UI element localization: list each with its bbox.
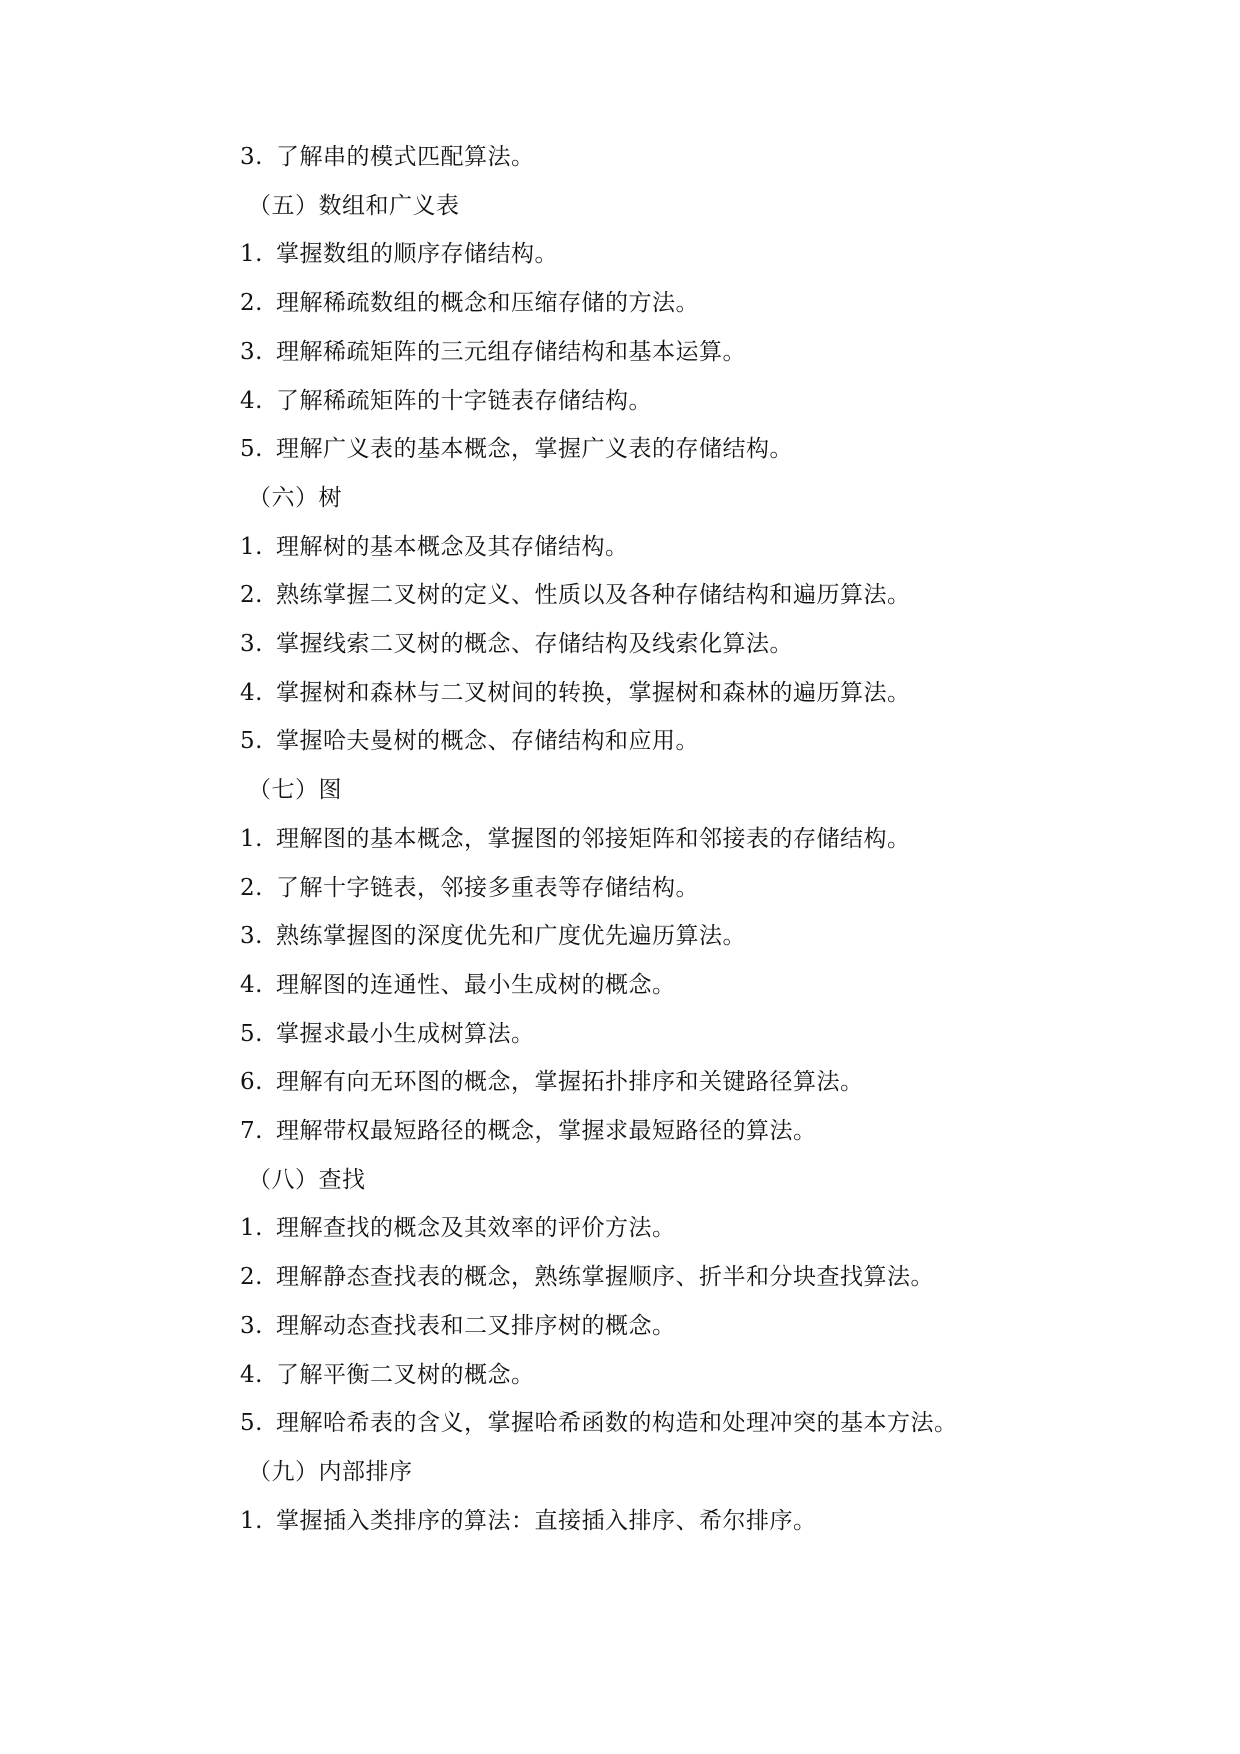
list-item-number: 1. — [240, 1215, 263, 1241]
list-item-number: 7. — [240, 1118, 263, 1144]
list-item-text: 掌握树和森林与二叉树间的转换，掌握树和森林的遍历算法。 — [276, 680, 911, 706]
list-item — [240, 726, 699, 756]
list-item-text: 理解树的基本概念及其存储结构。 — [276, 534, 629, 560]
list-item-number: 4. — [240, 1362, 263, 1388]
list-item — [240, 970, 676, 1000]
list-item-number: 2. — [240, 1264, 263, 1290]
list-item-text: 理解带权最短路径的概念，掌握求最短路径的算法。 — [276, 1118, 817, 1144]
list-item-text: 理解图的基本概念，掌握图的邻接矩阵和邻接表的存储结构。 — [276, 826, 911, 852]
list-item-number: 3. — [240, 923, 263, 949]
list-item — [240, 1213, 676, 1243]
section-heading: （九）内部排序 — [248, 1459, 413, 1485]
list-item — [240, 1408, 958, 1438]
list-item-number: 5. — [240, 728, 263, 754]
list-item — [240, 532, 629, 562]
list-item — [240, 873, 699, 903]
list-item-text: 熟练掌握二叉树的定义、性质以及各种存储结构和遍历算法。 — [276, 582, 911, 608]
list-item — [240, 678, 911, 708]
list-item-text: 掌握线索二叉树的概念、存储结构及线索化算法。 — [276, 631, 793, 657]
list-item-text: 理解稀疏矩阵的三元组存储结构和基本运算。 — [276, 339, 746, 365]
list-item-text: 掌握数组的顺序存储结构。 — [276, 241, 558, 267]
list-item-text: 理解哈希表的含义，掌握哈希函数的构造和处理冲突的基本方法。 — [276, 1410, 958, 1436]
section-heading: （七）图 — [248, 777, 342, 803]
list-item-text: 掌握插入类排序的算法：直接插入排序、希尔排序。 — [276, 1508, 817, 1534]
list-item-text: 熟练掌握图的深度优先和广度优先遍历算法。 — [276, 923, 746, 949]
list-item — [240, 1019, 535, 1049]
list-item-text: 掌握哈夫曼树的概念、存储结构和应用。 — [276, 728, 699, 754]
list-item-text: 了解稀疏矩阵的十字链表存储结构。 — [276, 388, 652, 414]
list-item-text: 理解动态查找表和二叉排序树的概念。 — [276, 1313, 676, 1339]
list-item — [240, 629, 793, 659]
list-item-text: 理解查找的概念及其效率的评价方法。 — [276, 1215, 676, 1241]
list-item-text: 了解十字链表，邻接多重表等存储结构。 — [276, 875, 699, 901]
list-item-text: 了解平衡二叉树的概念。 — [276, 1362, 535, 1388]
list-item-number: 4. — [240, 680, 263, 706]
list-item — [240, 1067, 864, 1097]
list-item-number: 5. — [240, 1410, 263, 1436]
list-item-text: 理解广义表的基本概念，掌握广义表的存储结构。 — [276, 436, 793, 462]
list-item — [240, 337, 746, 367]
list-item — [240, 434, 793, 464]
section-heading: （八）查找 — [248, 1167, 366, 1193]
list-item-number: 3. — [240, 339, 263, 365]
list-item-text: 理解稀疏数组的概念和压缩存储的方法。 — [276, 290, 699, 316]
list-item-number: 3. — [240, 631, 263, 657]
list-item-number: 4. — [240, 972, 263, 998]
list-item — [240, 1311, 676, 1341]
list-item — [240, 142, 535, 172]
list-item-number: 3. — [240, 144, 263, 170]
section-heading: （五）数组和广义表 — [248, 193, 460, 219]
list-item-number: 3. — [240, 1313, 263, 1339]
list-item — [240, 824, 911, 854]
list-item — [240, 288, 699, 318]
list-item-number: 2. — [240, 582, 263, 608]
list-item-text: 掌握求最小生成树算法。 — [276, 1021, 535, 1047]
list-item-number: 1. — [240, 534, 263, 560]
list-item-number: 5. — [240, 1021, 263, 1047]
list-item-text: 了解串的模式匹配算法。 — [276, 144, 535, 170]
list-item-number: 4. — [240, 388, 263, 414]
list-item-number: 6. — [240, 1069, 263, 1095]
list-item — [240, 1262, 934, 1292]
list-item-text: 理解图的连通性、最小生成树的概念。 — [276, 972, 676, 998]
list-item-text: 理解有向无环图的概念，掌握拓扑排序和关键路径算法。 — [276, 1069, 864, 1095]
list-item — [240, 580, 911, 610]
list-item-text: 理解静态查找表的概念，熟练掌握顺序、折半和分块查找算法。 — [276, 1264, 934, 1290]
list-item — [240, 921, 746, 951]
list-item — [240, 239, 558, 269]
list-item-number: 1. — [240, 826, 263, 852]
list-item — [240, 1116, 817, 1146]
list-item — [240, 386, 652, 416]
list-item-number: 2. — [240, 290, 263, 316]
list-item-number: 1. — [240, 1508, 263, 1534]
list-item — [240, 1506, 817, 1536]
list-item-number: 1. — [240, 241, 263, 267]
list-item-number: 2. — [240, 875, 263, 901]
section-heading: （六）树 — [248, 485, 342, 511]
list-item — [240, 1360, 535, 1390]
list-item-number: 5. — [240, 436, 263, 462]
